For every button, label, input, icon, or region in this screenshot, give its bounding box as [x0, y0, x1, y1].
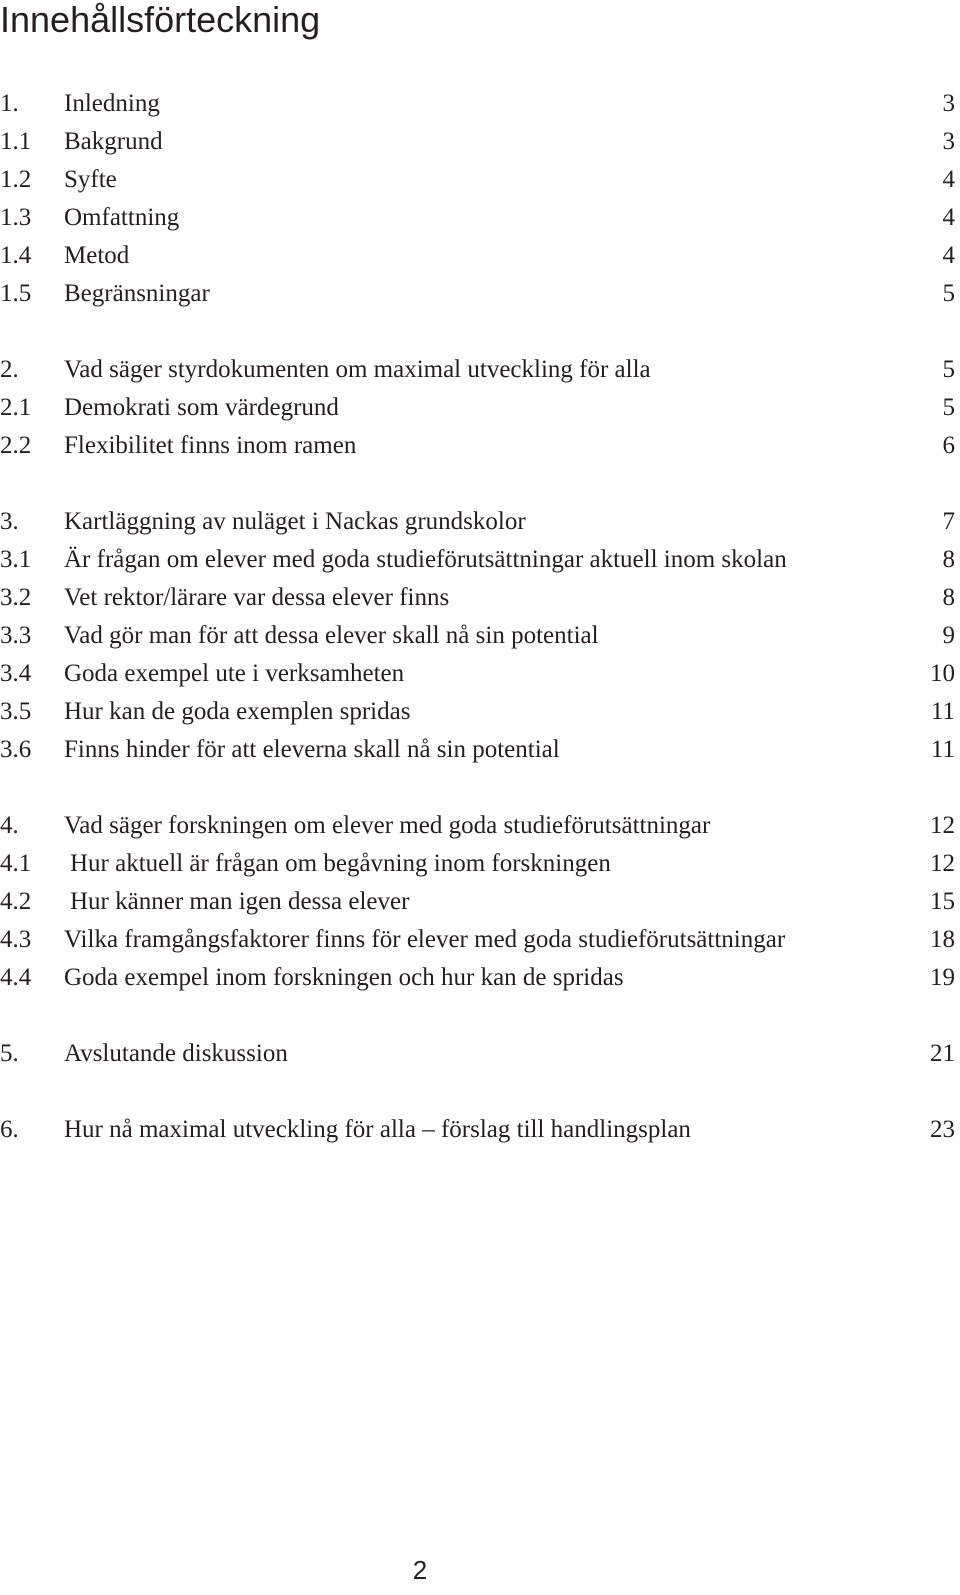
toc-section-4 [0, 807, 955, 997]
toc-entry-title: Vad säger styrdokumenten om maximal utveckling för alla [64, 356, 651, 383]
toc-entry-number: 2. [0, 356, 19, 383]
toc-entry-number: 3. [0, 508, 19, 535]
toc-entry[interactable] [0, 389, 955, 427]
toc-entry-number: 3.6 [0, 736, 32, 763]
toc-entry[interactable] [0, 351, 955, 389]
toc-entry[interactable] [0, 427, 955, 465]
toc-entry-number: 1.2 [0, 166, 32, 193]
toc-entry-page: 3 [942, 128, 955, 155]
toc-entry-title: Vad säger forskningen om elever med goda studieförutsättningar [64, 812, 711, 839]
toc-entry-page: 9 [942, 622, 955, 649]
toc-entry-number: 4.3 [0, 926, 32, 953]
toc-entry[interactable] [0, 617, 955, 655]
toc-entry[interactable] [0, 275, 955, 313]
toc-entry-number: 1. [0, 90, 19, 117]
toc-entry-number: 4. [0, 812, 19, 839]
toc-entry-page: 5 [942, 356, 955, 383]
toc-entry[interactable] [0, 655, 955, 693]
toc-entry-page: 5 [942, 394, 955, 421]
toc-entry-title: Demokrati som värdegrund [64, 394, 339, 421]
toc-entry-title: Vet rektor/lärare var dessa elever finns [64, 584, 450, 611]
toc-section-6 [0, 1111, 955, 1149]
toc-entry[interactable] [0, 1035, 955, 1073]
toc-entry[interactable] [0, 845, 955, 883]
toc-entry-number: 4.4 [0, 964, 32, 991]
toc-entry-page: 4 [942, 166, 955, 193]
toc-entry[interactable] [0, 199, 955, 237]
toc-entry-page: 18 [930, 926, 955, 953]
toc-entry[interactable] [0, 959, 955, 997]
toc-entry-page: 8 [942, 546, 955, 573]
toc-entry-title: Vad gör man för att dessa elever skall nå sin potential [64, 622, 599, 649]
toc-entry-title: Inledning [64, 90, 160, 117]
toc-entry-page: 11 [930, 736, 955, 763]
toc-entry[interactable] [0, 883, 955, 921]
toc-entry-title: Hur aktuell är frågan om begåvning inom forskningen [70, 850, 611, 877]
toc-entry-number: 3.1 [0, 546, 32, 573]
toc-entry-number: 1.5 [0, 280, 32, 307]
toc-entry-number: 6. [0, 1116, 19, 1143]
toc-entry-page: 8 [942, 584, 955, 611]
toc-entry[interactable] [0, 503, 955, 541]
toc-entry-title: Flexibilitet finns inom ramen [64, 432, 357, 459]
toc-entry-title: Vilka framgångsfaktorer finns för elever med goda studieförutsättningar [64, 926, 786, 953]
toc-entry[interactable] [0, 807, 955, 845]
toc-entry-title: Syfte [64, 166, 117, 193]
toc-entry[interactable] [0, 161, 955, 199]
page-number: 2 [412, 1555, 428, 1585]
toc-entry[interactable] [0, 237, 955, 275]
toc-entry[interactable] [0, 85, 955, 123]
toc-entry-page: 3 [942, 90, 955, 117]
toc-entry-title: Goda exempel ute i verksamheten [64, 660, 405, 687]
toc-entry-title: Hur kan de goda exemplen spridas [64, 698, 411, 725]
toc-entry-number: 1.3 [0, 204, 32, 231]
table-of-contents [0, 85, 955, 1187]
toc-entry-title: Avslutande diskussion [64, 1040, 288, 1067]
toc-entry-title: Kartläggning av nuläget i Nackas grundskolor [64, 508, 526, 535]
toc-entry-number: 3.2 [0, 584, 32, 611]
toc-entry-number: 3.3 [0, 622, 32, 649]
toc-entry[interactable] [0, 693, 955, 731]
toc-entry-title: Finns hinder för att eleverna skall nå sin potential [64, 736, 560, 763]
toc-entry-page: 11 [930, 698, 955, 725]
toc-entry-page: 6 [942, 432, 955, 459]
toc-entry-number: 2.1 [0, 394, 32, 421]
toc-entry[interactable] [0, 541, 955, 579]
toc-entry-page: 12 [930, 850, 955, 877]
toc-entry-page: 12 [930, 812, 955, 839]
toc-entry-page: 10 [930, 660, 955, 687]
toc-entry-number: 3.5 [0, 698, 32, 725]
toc-entry-number: 2.2 [0, 432, 32, 459]
toc-entry-number: 4.2 [0, 888, 32, 915]
toc-entry-title: Är frågan om elever med goda studieförutsättningar aktuell inom skolan [64, 546, 787, 573]
toc-entry-page: 4 [942, 204, 955, 231]
toc-entry[interactable] [0, 921, 955, 959]
toc-entry[interactable] [0, 1111, 955, 1149]
page-title: Innehållsförteckning [0, 0, 321, 40]
toc-entry[interactable] [0, 579, 955, 617]
toc-entry-title: Hur nå maximal utveckling för alla – förslag till handlingsplan [64, 1116, 691, 1143]
toc-entry-title: Goda exempel inom forskningen och hur kan de spridas [64, 964, 624, 991]
toc-section-2 [0, 351, 955, 465]
toc-entry-title: Hur känner man igen dessa elever [70, 888, 410, 915]
toc-entry-number: 1.4 [0, 242, 32, 269]
toc-entry[interactable] [0, 731, 955, 769]
toc-entry-page: 19 [930, 964, 955, 991]
toc-entry-page: 23 [930, 1116, 955, 1143]
toc-entry-title: Begränsningar [64, 280, 210, 307]
toc-entry-title: Metod [64, 242, 130, 269]
toc-entry-number: 3.4 [0, 660, 32, 687]
toc-entry-number: 1.1 [0, 128, 32, 155]
toc-entry-page: 4 [942, 242, 955, 269]
toc-section-1 [0, 85, 955, 313]
toc-entry-page: 7 [942, 508, 955, 535]
toc-entry-title: Omfattning [64, 204, 180, 231]
toc-entry-page: 15 [930, 888, 955, 915]
toc-entry-page: 21 [930, 1040, 955, 1067]
toc-entry-page: 5 [942, 280, 955, 307]
toc-entry-title: Bakgrund [64, 128, 163, 155]
toc-section-5 [0, 1035, 955, 1073]
toc-entry-number: 5. [0, 1040, 19, 1067]
toc-entry[interactable] [0, 123, 955, 161]
toc-section-3 [0, 503, 955, 769]
toc-entry-number: 4.1 [0, 850, 32, 877]
